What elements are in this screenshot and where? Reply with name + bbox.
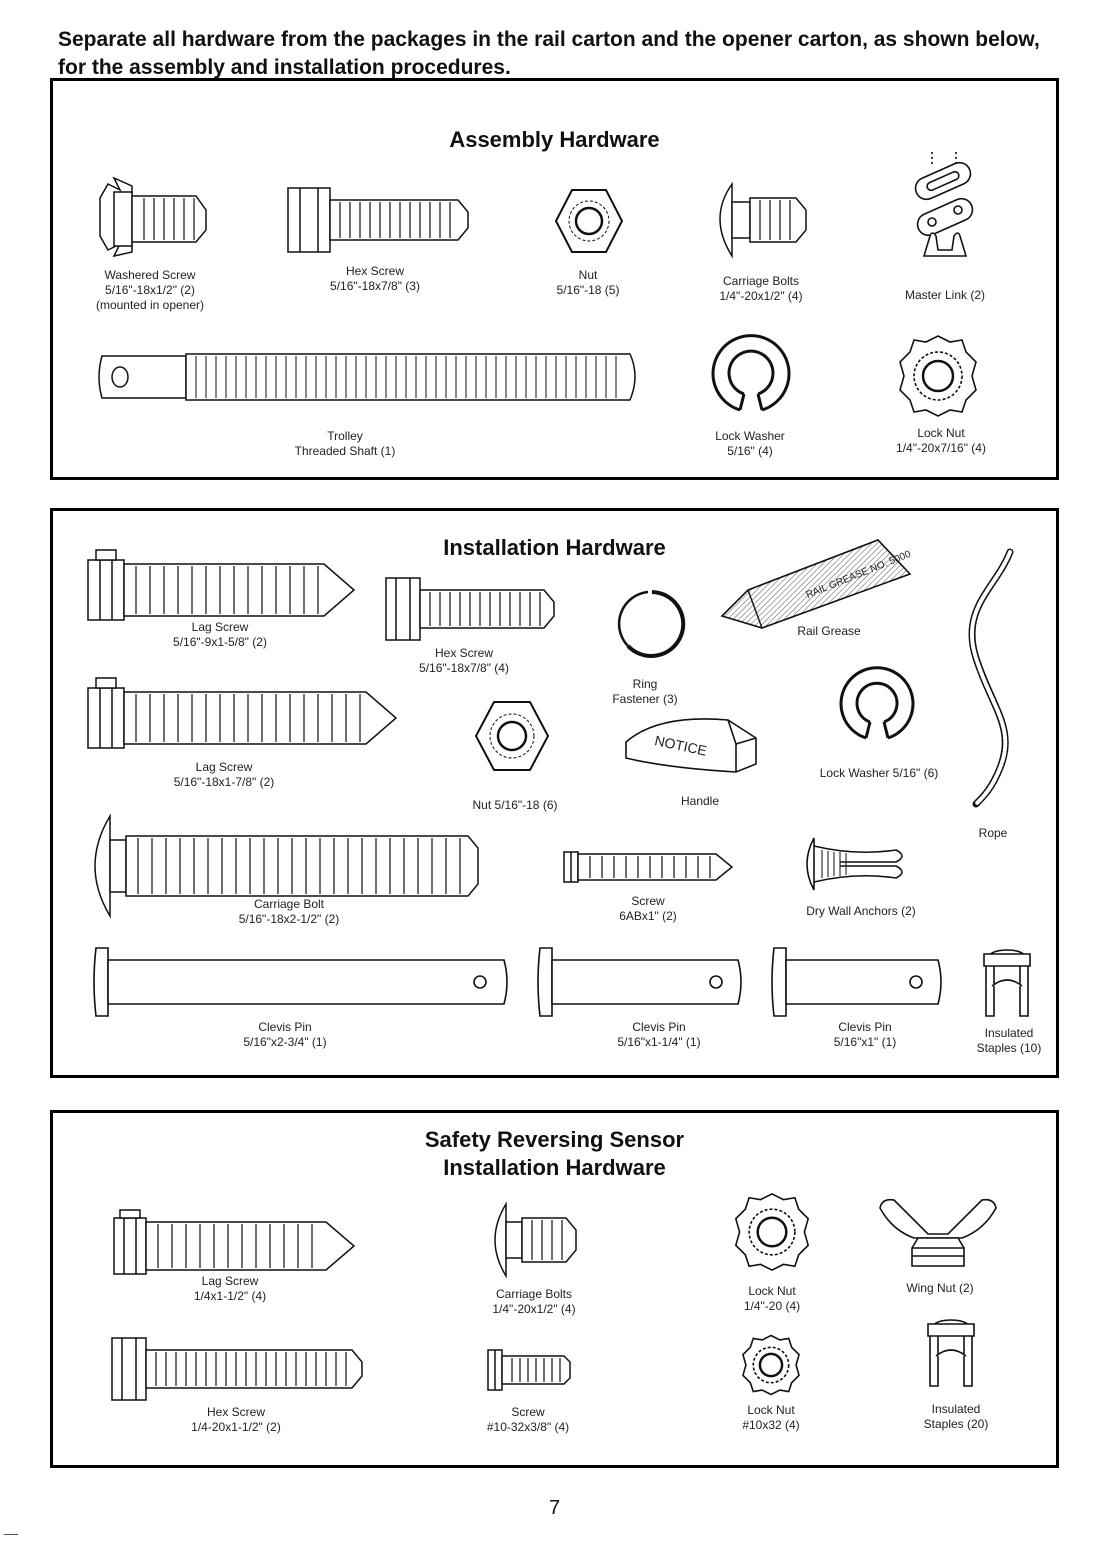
rope-label: Rope [978,826,1008,840]
carriage-bolts-label: Carriage Bolts 1/4"-20x1/2" (4) [719,274,803,303]
lock-washer-icon [834,664,920,746]
sensor-title-line1: Safety Reversing Sensor [424,1127,685,1152]
clevis-pin-medium-label: Clevis Pin 5/16"x1-1/4" (1) [617,1020,701,1049]
ring-fastener-label: Ring Fastener (3) [612,677,678,706]
page-number: 7 [548,1497,561,1519]
assembly-title: Assembly Hardware [449,127,660,152]
master-link-label: Master Link (2) [904,288,986,302]
rail-grease-tube-icon [718,538,914,630]
lag-screw-icon [84,676,400,758]
carriage-bolt-label: Carriage Bolt 5/16"-18x2-1/2" (2) [238,897,340,926]
screw-icon [484,1346,574,1394]
hex-screw-label: Hex Screw 5/16"-18x7/8" (3) [330,264,420,293]
lock-nut-icon [740,1334,802,1396]
sensor-lag-screw-label: Lag Screw 1/4x1-1/2" (4) [193,1274,267,1303]
nut-icon [554,188,624,254]
insulated-staple-icon [926,1316,976,1390]
sensor-lock-nut-small-label: Lock Nut #10x32 (4) [742,1403,800,1432]
sensor-lock-nut-label: Lock Nut 1/4"-20 (4) [743,1284,801,1313]
dry-wall-anchor-icon [796,834,912,894]
sensor-screw-label: Screw #10-32x3/8" (4) [486,1405,570,1434]
lag-screw-2-label: Lag Screw 5/16"-18x1-7/8" (2) [173,760,275,789]
handle-text: NOTICE [653,732,709,759]
sensor-title-line2: Installation Hardware [443,1155,666,1180]
insulated-staple-icon [982,946,1032,1020]
clevis-pin-icon [536,946,746,1018]
lock-washer-icon [706,334,796,418]
lag-screw-icon [84,548,356,630]
clevis-pin-long-label: Clevis Pin 5/16"x2-3/4" (1) [243,1020,327,1049]
washered-screw-label: Washered Screw 5/16"-18x1/2" (2) (mounted in opener) [95,268,205,312]
ring-fastener-icon [614,586,690,662]
wing-nut-icon [872,1194,1004,1274]
screw-label: Screw 6ABx1" (2) [619,894,677,923]
lock-washer-label: Lock Washer 5/16" (4) [715,429,785,458]
sensor-insulated-staples-label: Insulated Staples (20) [923,1402,989,1431]
trolley-label: Trolley Threaded Shaft (1) [294,429,396,458]
rail-grease-tube-text: RAIL GREASE NO. 5000 [804,548,913,602]
lock-nut-icon [896,334,980,418]
install-nut-label: Nut 5/16"-18 (6) [472,798,558,812]
dry-wall-anchors-label: Dry Wall Anchors (2) [806,904,916,918]
corner-mark [4,1534,18,1535]
sensor-hex-screw-label: Hex Screw 1/4-20x1-1/2" (2) [191,1405,281,1434]
rail-grease-label: Rail Grease [797,624,861,638]
carriage-bolt-icon [704,180,814,260]
clevis-pin-icon [770,946,946,1018]
clevis-pin-short-label: Clevis Pin 5/16"x1" (1) [833,1020,897,1049]
wing-nut-label: Wing Nut (2) [906,1281,974,1295]
insulated-staples-label: Insulated Staples (10) [976,1026,1042,1055]
nut-icon [474,700,550,772]
hex-screw-icon [384,576,556,642]
nut-label: Nut 5/16"-18 (5) [556,268,620,297]
install-lock-washer-label: Lock Washer 5/16" (6) [819,766,939,780]
screw-icon [560,846,736,888]
master-link-icon [908,150,984,260]
trolley-threaded-shaft-icon [96,346,640,406]
carriage-bolt-icon [480,1200,580,1280]
sensor-carriage-bolts-label: Carriage Bolts 1/4"-20x1/2" (4) [492,1287,576,1316]
washered-screw-icon [92,172,212,262]
hex-screw-icon [110,1336,364,1402]
hex-screw-icon [286,186,472,256]
handle-label: Handle [680,794,720,808]
clevis-pin-icon [92,946,512,1018]
rope-icon [956,548,1026,808]
intro-text: Separate all hardware from the packages in the rail carton and the opener carton, as shown below, for the assembly and installation procedures. [58,28,1040,79]
lock-nut-label: Lock Nut 1/4"-20x7/16" (4) [896,426,986,455]
lag-screw-icon [110,1208,358,1282]
install-hex-screw-label: Hex Screw 5/16"-18x7/8" (4) [419,646,509,675]
lag-screw-label: Lag Screw 5/16"-9x1-5/8" (2) [173,620,267,649]
lock-nut-icon [732,1192,812,1272]
handle-icon [618,714,764,776]
installation-title: Installation Hardware [443,535,666,560]
